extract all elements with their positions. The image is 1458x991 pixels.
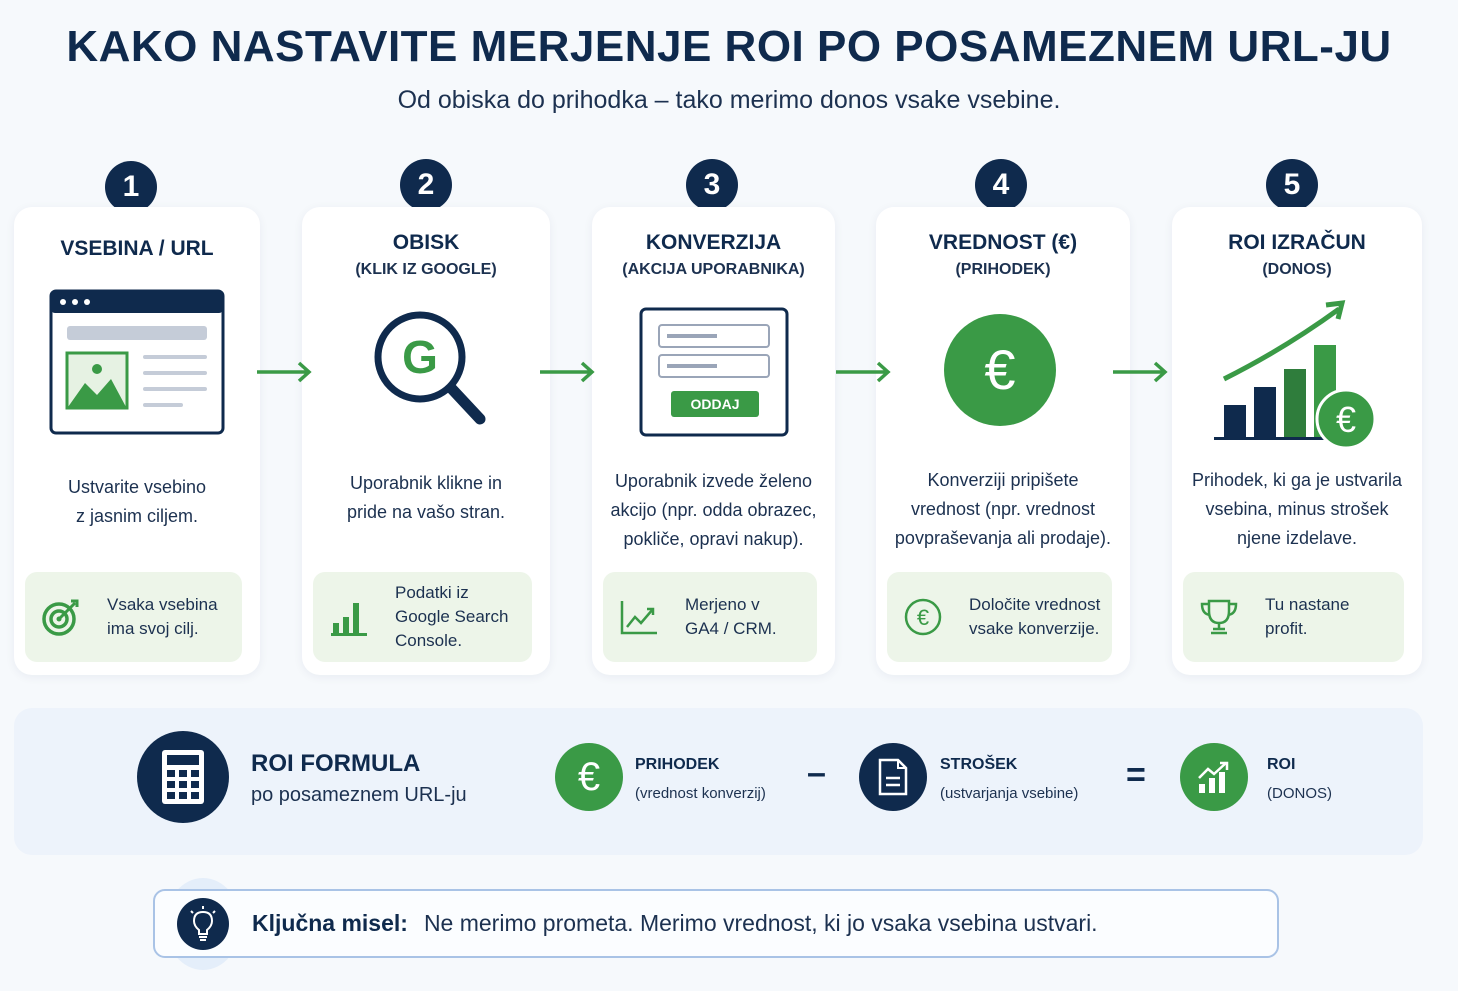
step-desc-line: vrednost (npr. vrednost	[910, 499, 1096, 519]
tip-box	[1183, 572, 1404, 662]
step-desc-line: vsebina, minus strošek	[1205, 499, 1389, 519]
tip-line: Določite vrednost	[969, 595, 1101, 614]
step-number-5: 5	[1266, 159, 1318, 211]
step-desc-line: pride na vašo stran.	[346, 502, 506, 522]
page-title: KAKO NASTAVITE MERJENJE ROI PO POSAMEZNEM URL-JU	[66, 22, 1392, 71]
tip-line: Podatki iz	[395, 583, 469, 602]
revenue-sublabel: (vrednost konverzij)	[635, 785, 766, 802]
roi-label: ROI	[1267, 756, 1296, 773]
tip-box	[887, 572, 1112, 662]
roi-sublabel: (DONOS)	[1267, 785, 1332, 802]
step-number-1: 1	[105, 161, 157, 213]
step-number-2: 2	[400, 159, 452, 211]
step-desc-line: z jasnim ciljem.	[75, 506, 199, 526]
tip-line: Console.	[395, 631, 463, 650]
growth-chart-euro-icon	[1214, 299, 1380, 449]
step-subtitle: (PRIHODEK)	[955, 261, 1051, 278]
svg-text:€: €	[984, 338, 1016, 401]
step-card-conversion	[592, 207, 835, 675]
document-icon	[859, 743, 927, 811]
step-desc-line: Uporabnik izvede želeno	[614, 471, 813, 491]
tip-box	[25, 572, 242, 662]
svg-text:G: G	[402, 331, 438, 383]
step-subtitle: (KLIK IZ GOOGLE)	[355, 261, 497, 278]
arrow-right-icon	[538, 360, 596, 384]
step-card-value	[876, 207, 1130, 675]
tip-line: Vsaka vsebina	[107, 595, 218, 614]
tip-line: GA4 / CRM.	[685, 619, 777, 638]
cost-sublabel: (ustvarjanja vsebine)	[940, 785, 1079, 802]
step-card-visit	[302, 207, 550, 675]
step-desc-line: akcijo (npr. odda obrazec,	[610, 500, 817, 520]
step-title: KONVERZIJA	[645, 231, 782, 254]
arrow-right-icon	[834, 360, 892, 384]
step-card-content	[14, 207, 260, 675]
key-insight-label: Ključna misel:	[252, 910, 408, 936]
step-card-roi	[1172, 207, 1422, 675]
tip-line: ima svoj cilj.	[107, 619, 199, 638]
tip-box	[313, 572, 532, 662]
step-desc-line: njene izdelave.	[1236, 528, 1358, 548]
step-subtitle: (DONOS)	[1262, 261, 1332, 278]
euro-icon	[943, 313, 1057, 427]
browser-page-icon	[49, 289, 225, 435]
step-desc-line: Konverziji pripišete	[927, 470, 1079, 490]
formula-title: ROI FORMULA	[251, 750, 421, 777]
step-title: VREDNOST (€)	[928, 231, 1078, 254]
bar-chart-icon	[329, 597, 369, 637]
tip-box	[603, 572, 817, 662]
arrow-right-icon	[255, 360, 313, 384]
line-chart-icon	[619, 597, 659, 637]
revenue-label: PRIHODEK	[635, 756, 720, 773]
calculator-icon	[137, 731, 229, 823]
step-desc-line: Ustvarite vsebino	[67, 477, 207, 497]
step-title: VSEBINA / URL	[60, 237, 214, 260]
roi-formula-panel	[14, 708, 1423, 855]
step-title: OBISK	[392, 231, 460, 254]
tip-line: profit.	[1265, 619, 1308, 638]
step-subtitle: (AKCIJA UPORABNIKA)	[622, 261, 805, 278]
step-desc-line: pokliče, opravi nakup).	[623, 529, 804, 549]
formula-subtitle: po posameznem URL-ju	[251, 784, 467, 806]
form-icon	[639, 307, 789, 437]
tip-line: Google Search	[395, 607, 509, 626]
step-desc-line: Uporabnik klikne in	[349, 473, 503, 493]
step-title: ROI IZRAČUN	[1228, 231, 1366, 254]
target-icon	[41, 597, 81, 637]
tip-line: Merjeno v	[685, 595, 760, 614]
key-insight-text	[252, 910, 1098, 937]
tip-line: Tu nastane	[1265, 595, 1350, 614]
step-number-4: 4	[975, 159, 1027, 211]
trophy-icon	[1199, 597, 1239, 637]
cost-label: STROŠEK	[940, 756, 1018, 773]
key-insight-message: Ne merimo prometa. Merimo vrednost, ki jo vsaka vsebina ustvari.	[423, 910, 1098, 936]
svg-text:€: €	[1335, 399, 1357, 440]
roi-growth-icon	[1180, 743, 1248, 811]
step-desc-line: Prihodek, ki ga je ustvarila	[1191, 470, 1403, 490]
google-search-icon	[372, 307, 492, 431]
step-desc-line: povpraševanja ali prodaje).	[894, 528, 1112, 548]
euro-icon: €	[555, 743, 623, 811]
svg-text:€: €	[916, 605, 930, 630]
arrow-right-icon	[1111, 360, 1169, 384]
submit-button: ODDAJ	[671, 391, 759, 417]
tip-line: vsake konverzije.	[969, 619, 1100, 638]
equals-operator: =	[1126, 756, 1146, 794]
minus-operator: –	[807, 754, 826, 792]
page-subtitle: Od obiska do prihodka – tako merimo donos vsake vsebine.	[397, 86, 1061, 114]
lightbulb-icon	[177, 898, 229, 950]
euro-coin-icon	[903, 597, 943, 637]
step-number-3: 3	[686, 159, 738, 211]
